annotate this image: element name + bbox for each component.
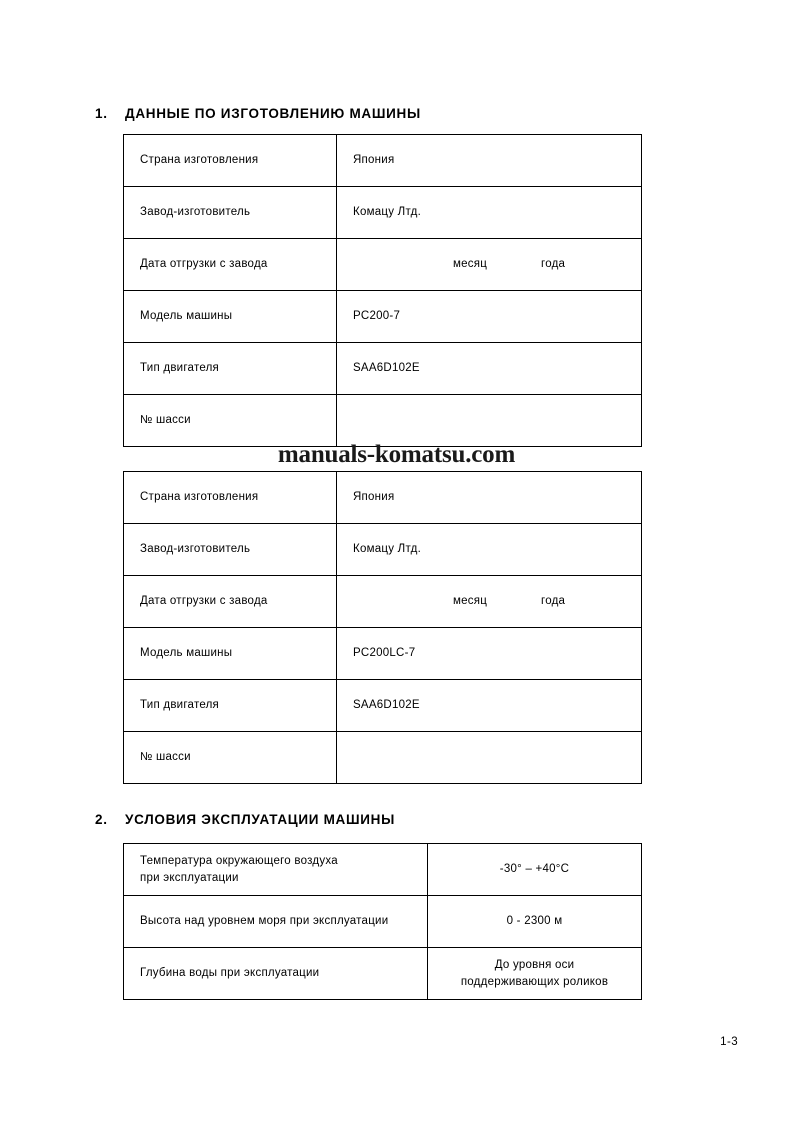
row-label: Страна изготовления [124,472,337,524]
row-value [428,844,642,896]
row-label: Тип двигателя [124,680,337,732]
shipment-date-blanks [353,256,641,273]
table-row [124,948,642,1000]
table-row [124,732,642,784]
table-row [124,343,642,395]
row-label: Завод-изготовитель [124,187,337,239]
row-label: Тип двигателя [124,343,337,395]
shipment-month-label: месяц [453,595,488,608]
row-value: Япония [337,135,642,187]
row-label: Дата отгрузки с завода [124,576,337,628]
row-label-line1: Высота над уровнем моря при эксплуатации [140,915,389,928]
watermark: manuals-komatsu.com [277,441,516,468]
row-label: № шасси [124,395,337,447]
table-row [124,896,642,948]
row-label: Дата отгрузки с завода [124,239,337,291]
section-title: ДАННЫЕ ПО ИЗГОТОВЛЕНИЮ МАШИНЫ [125,106,421,121]
section-heading-2 [95,812,395,827]
shipment-year-label: года [541,595,566,608]
table-row [124,576,642,628]
row-label: Страна изготовления [124,135,337,187]
row-value-line2: поддерживающих роликов [460,975,609,988]
row-value-line1: До уровня оси [494,958,575,971]
shipment-month-label: месяц [453,258,488,271]
row-value: Комацу Лтд. [337,524,642,576]
operating-conditions-table [123,843,642,1000]
table-row [124,472,642,524]
row-value [428,948,642,1000]
table-row [124,395,642,447]
page-number: 1-3 [720,1036,738,1048]
row-label-line2: при эксплуатации [140,871,239,884]
section-title: УСЛОВИЯ ЭКСПЛУАТАЦИИ МАШИНЫ [125,812,396,827]
row-value: PC200LC-7 [337,628,642,680]
row-value: PC200-7 [337,291,642,343]
table-row [124,187,642,239]
row-value [337,732,642,784]
section-number: 2. [95,812,108,827]
table-row [124,135,642,187]
row-value [337,239,642,291]
row-value: Япония [337,472,642,524]
section-number: 1. [95,106,108,121]
section-heading-1 [95,106,421,121]
row-label-line1: Глубина воды при эксплуатации [140,967,320,980]
row-label [124,844,428,896]
machine-data-table-1 [123,134,642,447]
row-label: № шасси [124,732,337,784]
table-row [124,680,642,732]
table-row [124,524,642,576]
row-value [337,395,642,447]
shipment-date-blanks [353,593,641,610]
table-row [124,239,642,291]
row-label-line1: Температура окружающего воздуха [140,854,338,867]
row-label [124,948,428,1000]
machine-data-table-2 [123,471,642,784]
row-value [428,896,642,948]
row-label: Модель машины [124,628,337,680]
table-row [124,844,642,896]
row-value: Комацу Лтд. [337,187,642,239]
row-value: SAA6D102E [337,343,642,395]
shipment-year-label: года [541,258,566,271]
row-value [337,576,642,628]
table-row [124,291,642,343]
row-value-line1: -30° – +40°C [499,863,570,876]
row-value: SAA6D102E [337,680,642,732]
row-label: Модель машины [124,291,337,343]
row-value-line1: 0 - 2300 м [506,915,563,928]
row-label: Завод-изготовитель [124,524,337,576]
row-label [124,896,428,948]
table-row [124,628,642,680]
